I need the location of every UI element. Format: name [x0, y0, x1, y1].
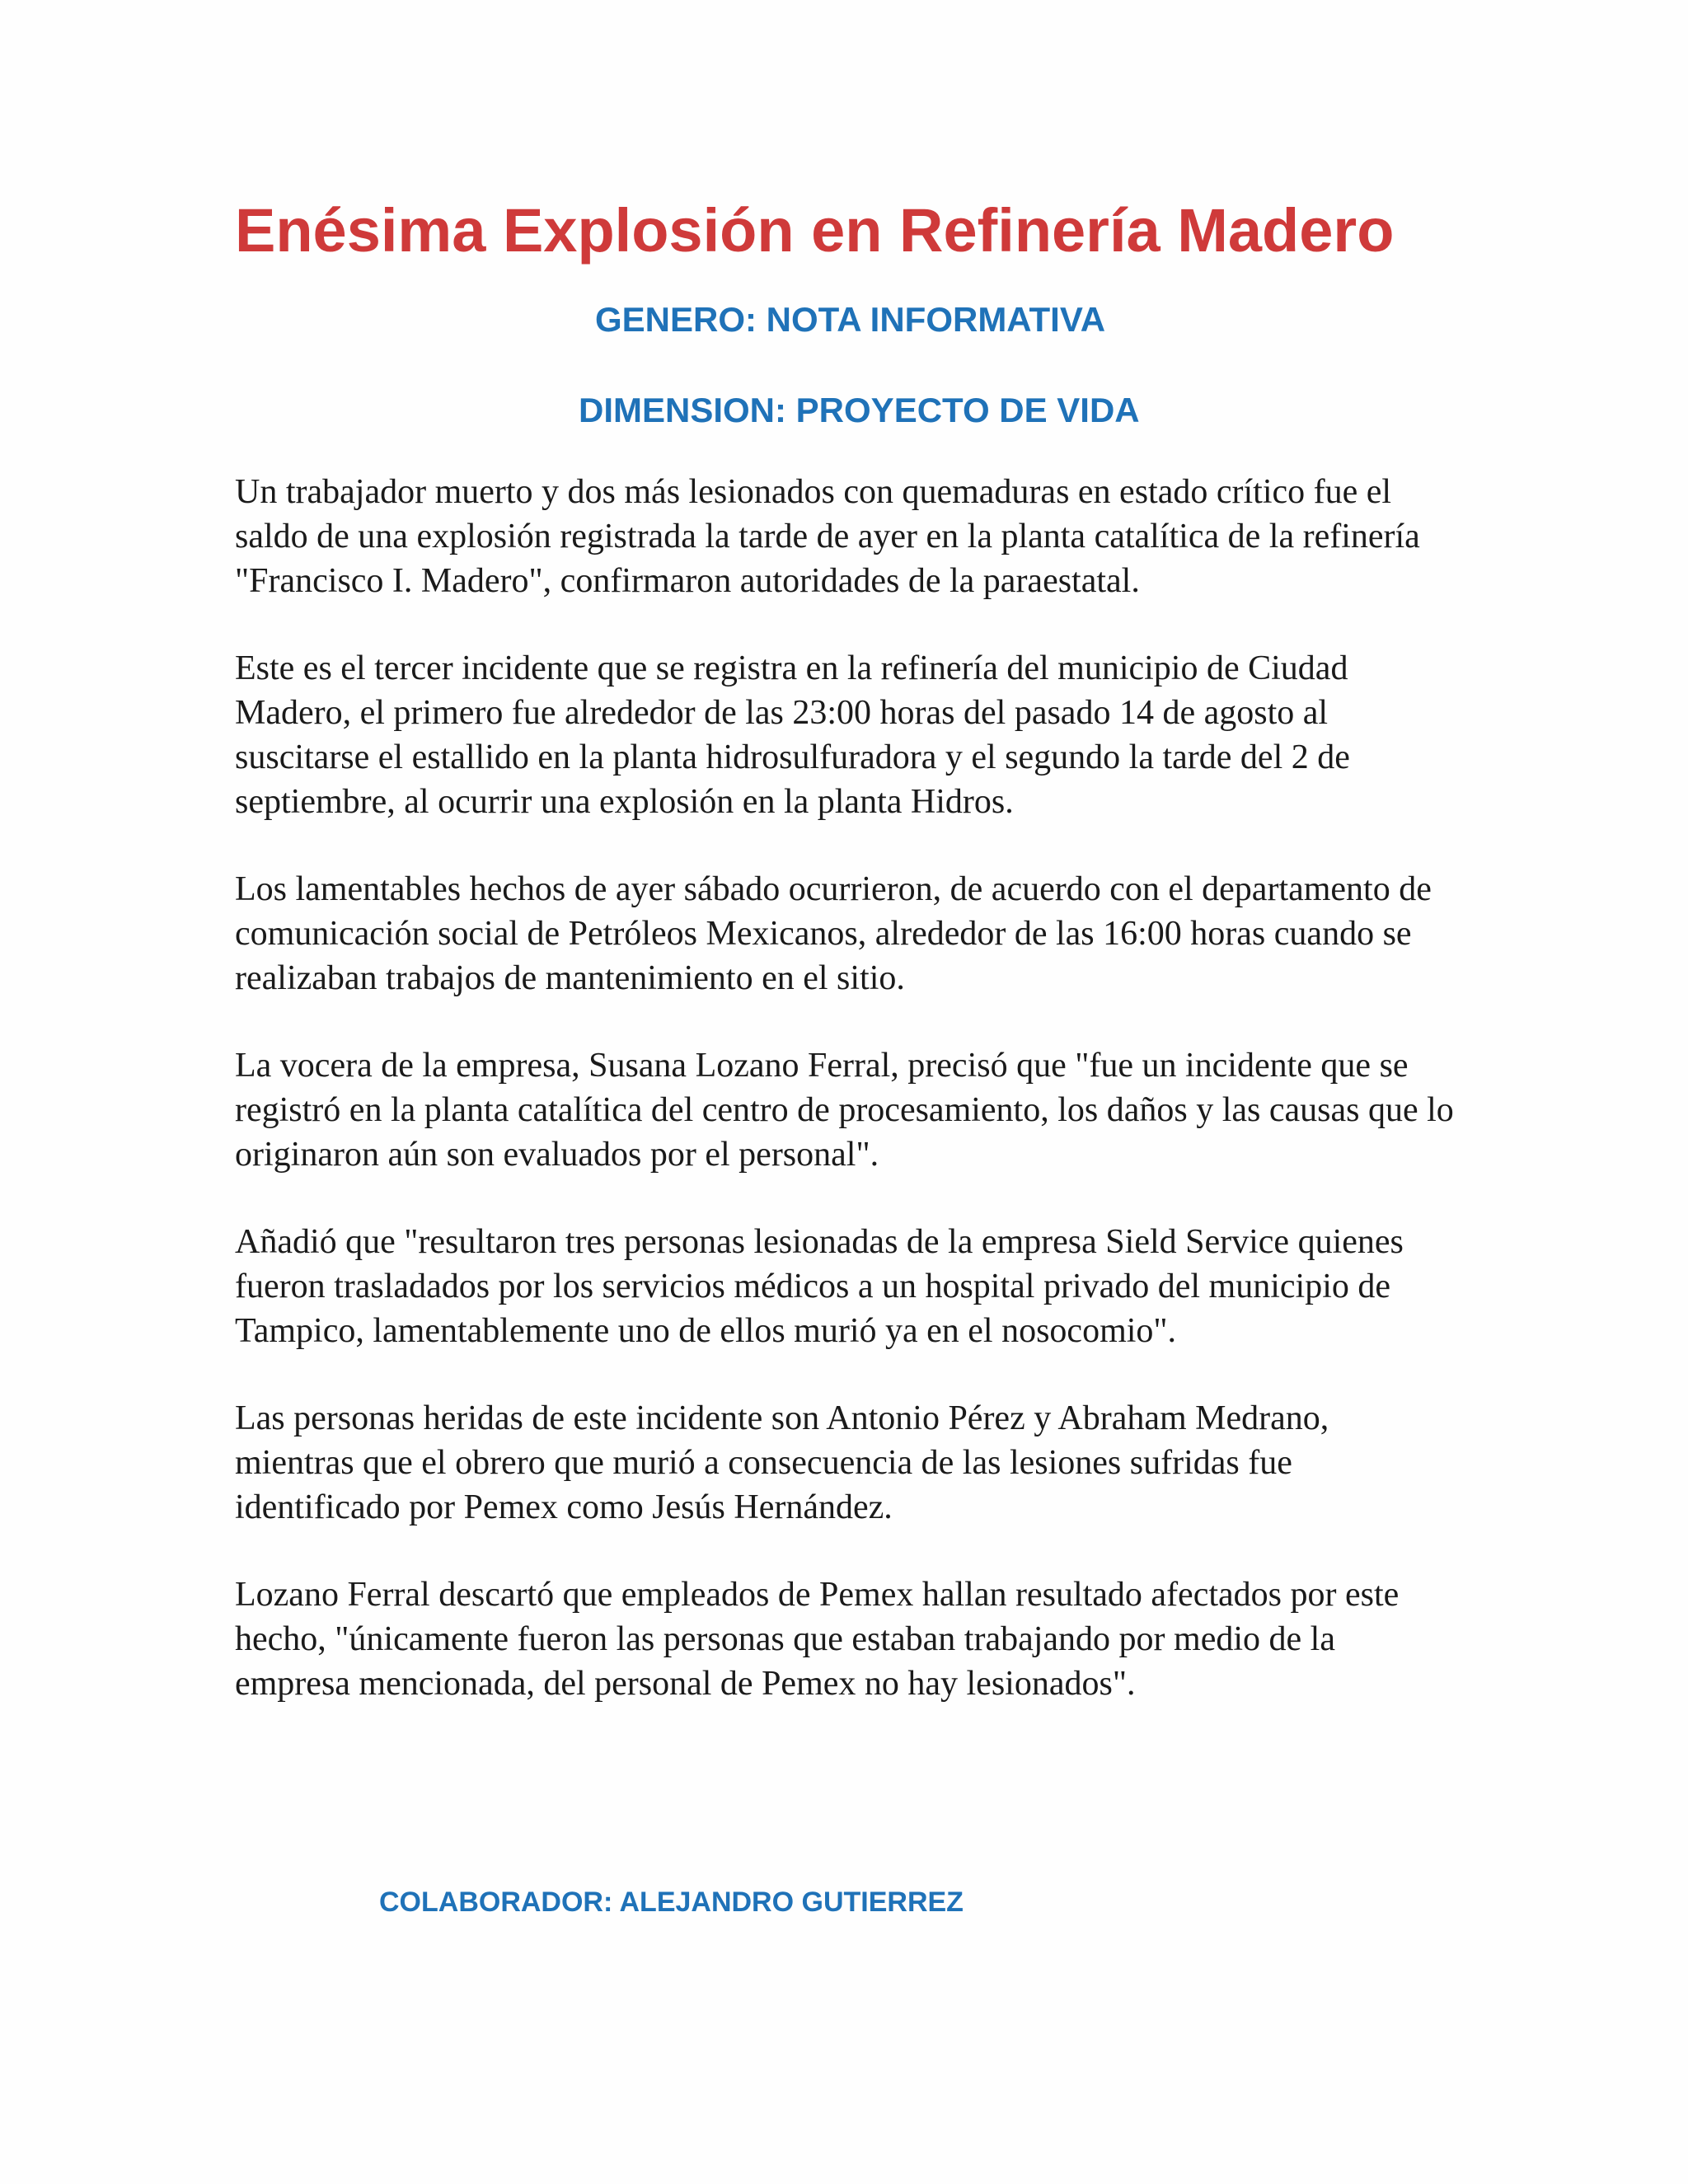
article-paragraph-5: Añadió que "resultaron tres personas lesionadas de la empresa Sield Service quienes fueron trasladados por los servicios médicos a un hospital privado del municipio de Tampico, lamentablemente uno de ellos murió ya en el nosocomio".: [235, 1223, 1404, 1350]
article-collaborator: COLABORADOR: ALEJANDRO GUTIERREZ: [379, 1886, 964, 1918]
article-paragraph-1: Un trabajador muerto y dos más lesionados con quemaduras en estado crítico fue el saldo de una explosión registrada la tarde de ayer en la planta catalítica de la refinería "Francisco I. Madero", confirmaron autoridades de la paraestatal.: [235, 473, 1420, 600]
article-paragraph-3: Los lamentables hechos de ayer sábado ocurrieron, de acuerdo con el departamento de comunicación social de Petróleos Mexicanos, alrededor de las 16:00 horas cuando se realizaban trabajos de mantenimiento en el sitio.: [235, 870, 1432, 997]
article-title: Enésima Explosión en Refinería Madero: [235, 196, 1395, 265]
article-paragraph-6: Las personas heridas de este incidente son Antonio Pérez y Abraham Medrano, mientras que el obrero que murió a consecuencia de las lesiones sufridas fue identificado por Pemex como Jesús Hernández.: [235, 1399, 1329, 1526]
article-paragraph-4: La vocera de la empresa, Susana Lozano Ferral, precisó que "fue un incidente que se registró en la planta catalítica del centro de procesamiento, los daños y las causas que lo originaron aún son evaluados por el personal".: [235, 1047, 1454, 1174]
article-body: [235, 470, 1455, 1749]
article-paragraph-2: Este es el tercer incidente que se registra en la refinería del municipio de Ciudad Madero, el primero fue alrededor de las 23:00 horas del pasado 14 de agosto al suscitarse el estallido en la planta hidrosulfuradora y el segundo la tarde del 2 de septiembre, al ocurrir una explosión en la planta Hidros.: [235, 649, 1350, 821]
article-genre: GENERO: NOTA INFORMATIVA: [595, 300, 1106, 339]
article-dimension: DIMENSION: PROYECTO DE VIDA: [579, 391, 1140, 429]
article-paragraph-7: Lozano Ferral descartó que empleados de Pemex hallan resultado afectados por este hecho, "únicamente fueron las personas que estaban trabajando por medio de la empresa mencionada, del personal de Pemex no hay lesionados".: [235, 1576, 1400, 1703]
